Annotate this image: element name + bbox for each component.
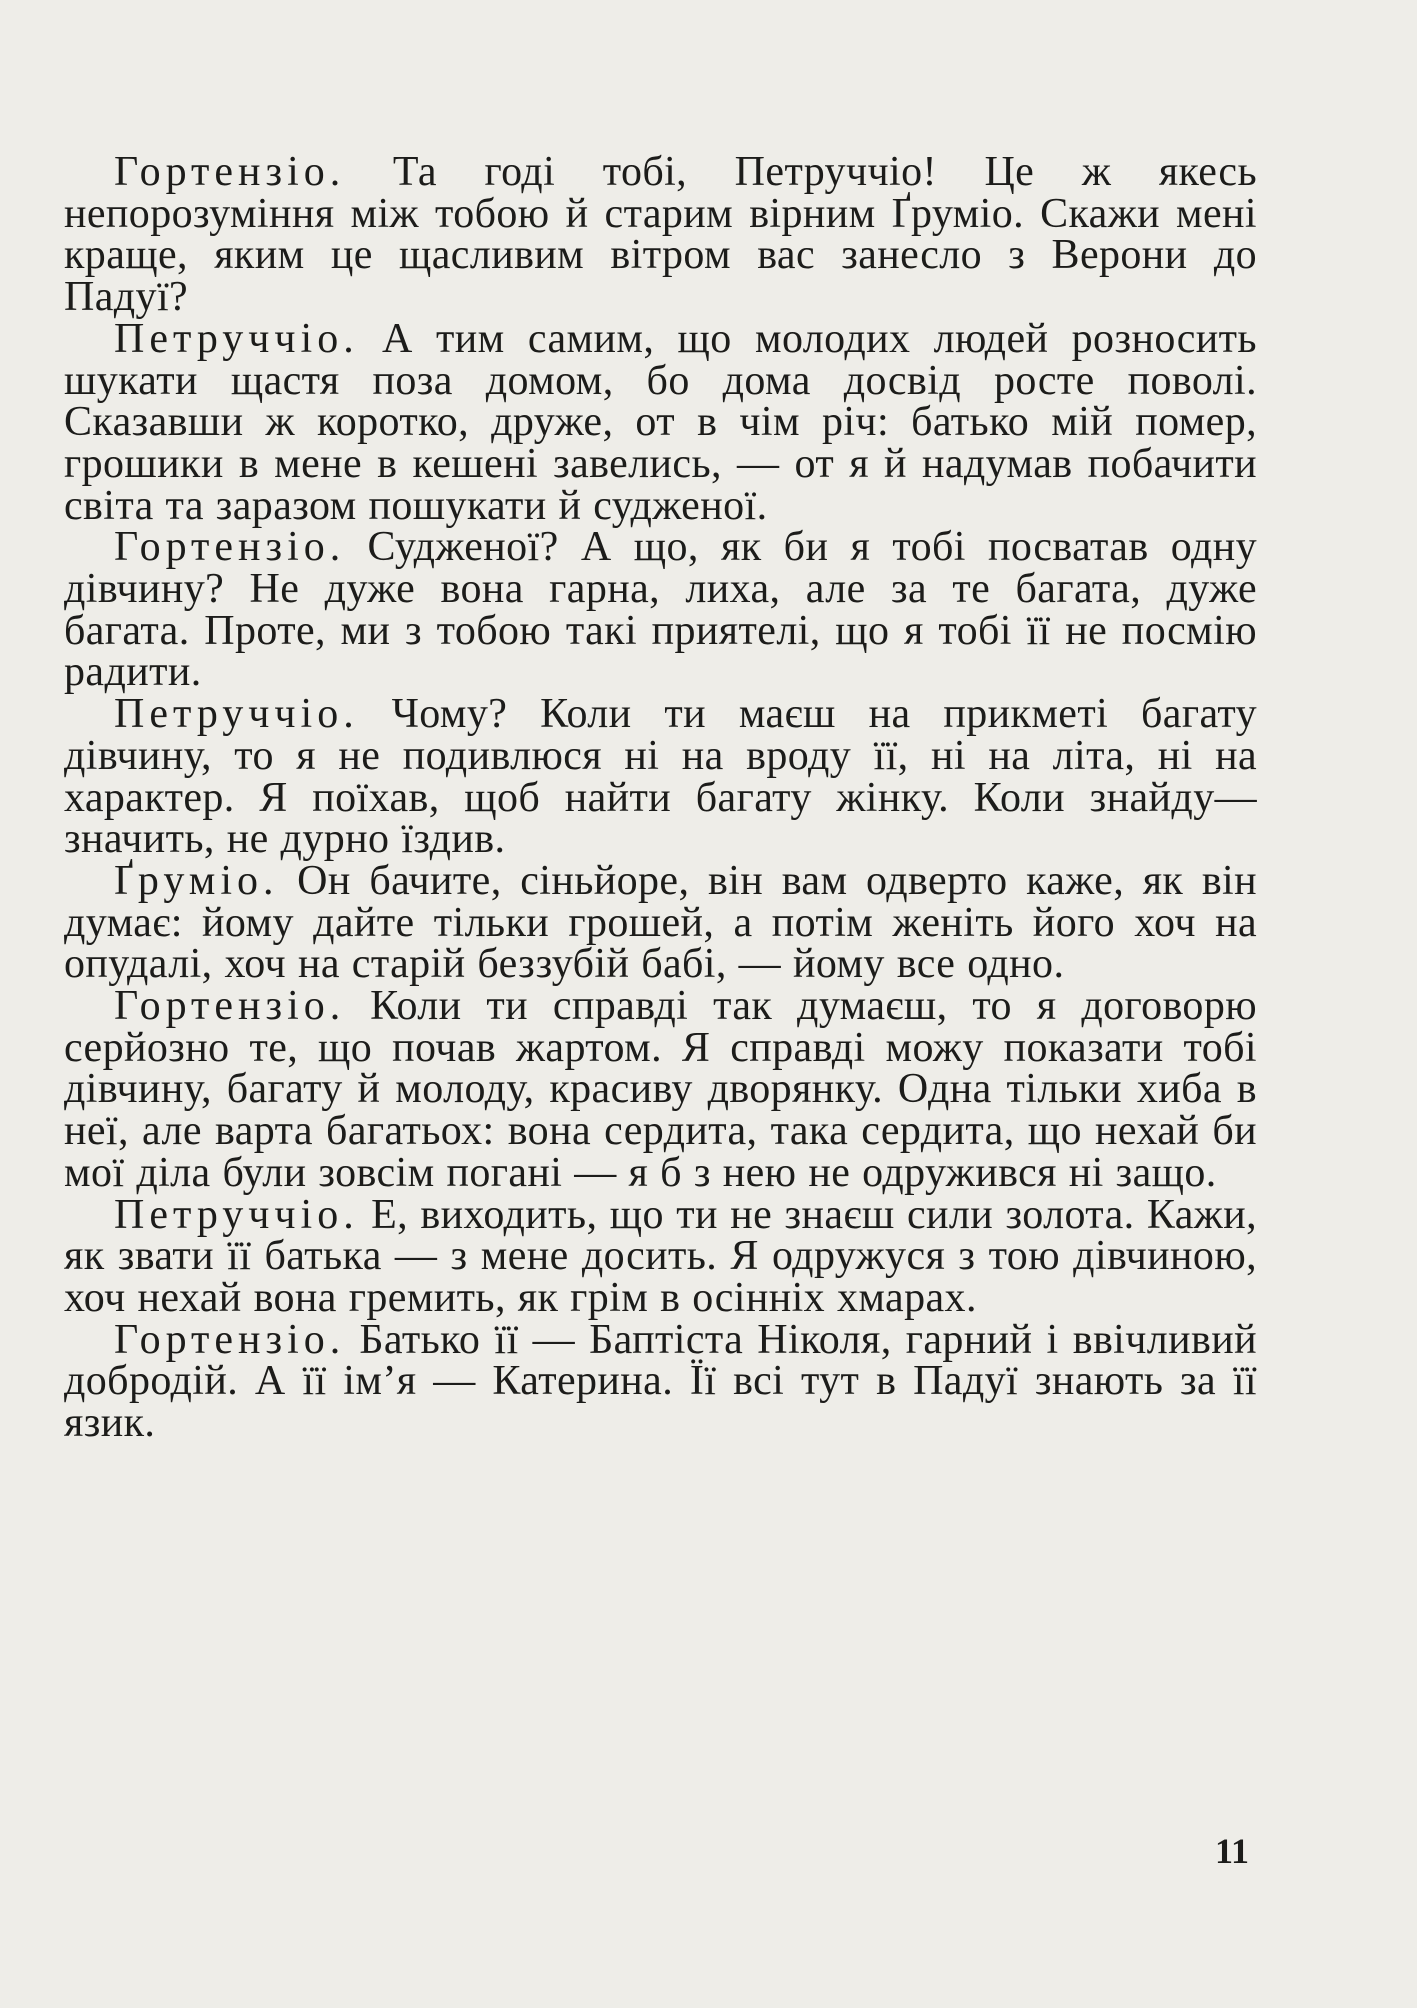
speech-text: Е, виходить, що ти не знаєш сили золота. Кажи, як звати її батька — з мене досить. Я одружуся з тою дівчиною, хоч нехай вона гремить, як грім в осінніх хмарах.	[64, 1191, 1257, 1321]
speaker-name: Гортензіо.	[114, 524, 346, 571]
speaker-name: Гортензіо.	[114, 983, 346, 1030]
play-dialogue	[64, 149, 1258, 1447]
speaker-name: Петруччіо.	[114, 1191, 359, 1238]
speaker-name: Гортензіо.	[114, 149, 346, 195]
speech-text: Коли ти справді так думаєш, то я договорю серйозно те, що почав жартом. Я справді можу показати тобі дівчину, багату й молоду, красиву дворянку. Одна тільки хиба в неї, але варта багатьох: вона сердита, така сердита, що нехай би мої діла були зовсім погані — я б з нею не одружився ні защо.	[64, 983, 1257, 1196]
speech-text: Чому? Коли ти маєш на прикметі багату дівчину, то я не подивлюся ні на вроду її, ні на літа, ні на характер. Я поїхав, щоб найти багату жінку. Коли знайду—значить, не дурно їздив.	[64, 691, 1258, 863]
dialogue-paragraph	[64, 983, 1257, 1196]
dialogue-paragraph	[64, 315, 1257, 529]
speech-text: А тим самим, що молодих людей розносить шукати щастя поза домом, бо дома досвід росте поволі. Сказавши ж коротко, друже, от в чім річ: батько мій помер, грошики в мене в кешені завелись, — от я й надумав побачити світа та заразом пошукати й судженої.	[64, 315, 1257, 529]
speech-text: Та годі тобі, Петруччіо! Це ж якесь непорозуміння між тобою й старим вірним Ґруміо. Скажи мені краще, яким це щасливим вітром вас занесло з Верони до Падуї?	[64, 149, 1257, 321]
speaker-name: Гортензіо.	[114, 1316, 346, 1363]
speech-text: Судженої? А що, як би я тобі посватав одну дівчину? Не дуже вона гарна, лиха, але за те багата, дуже багата. Проте, ми з тобою такі приятелі, що я тобі її не посмію радити.	[64, 524, 1257, 696]
speaker-name: Петруччіо.	[114, 315, 359, 362]
page-number: 11	[1215, 1831, 1250, 1871]
speech-text: Он бачите, сіньйоре, він вам одверто каже, як він думає: йому дайте тільки грошей, а потім женіть його хоч на опудалі, хоч на старій беззубій бабі, — йому все одно.	[64, 857, 1257, 988]
dialogue-paragraph	[64, 691, 1258, 863]
speaker-name: Петруччіо.	[114, 691, 359, 738]
dialogue-paragraph	[64, 857, 1257, 988]
speech-text: Батько її — Баптіста Ніколя, гарний і ввічливий добродій. А її ім’я — Катерина. Її всі тут в Падуї знають за її язик.	[64, 1316, 1257, 1447]
dialogue-paragraph	[64, 1191, 1257, 1321]
dialogue-paragraph	[64, 524, 1257, 696]
dialogue-paragraph	[64, 1316, 1257, 1447]
speaker-name: Ґруміо.	[114, 857, 279, 904]
dialogue-paragraph	[64, 149, 1257, 321]
